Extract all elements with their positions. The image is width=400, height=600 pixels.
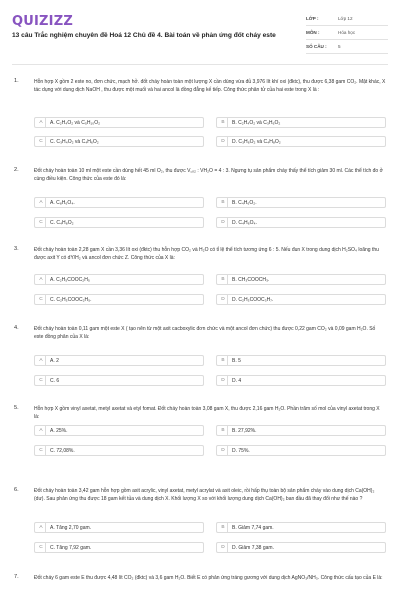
option-text: B. C₂H₄O₂ và C₃H₆O₂ [232, 119, 281, 126]
meta-value: Hóa học [338, 30, 356, 35]
option-text: D. Giảm 7,38 gam. [232, 544, 274, 551]
option-letter: C [37, 295, 46, 304]
option-letter: D [219, 543, 228, 552]
option-letter: D [219, 295, 228, 304]
option-letter: A [37, 198, 46, 207]
question-text: Đốt cháy hoàn toàn 3,42 gam hỗn hợp gồm axit acrylic, vinyl axetat, metyl acrylat và axit oleic, rồi hấp thụ toàn bộ sản phẩm cháy vào dung dịch Ca(OH)₂ (dư). Sau phản ứng thu được 18 gam kết tủa và dung dịch X. Khối lượng X so với khối lượng dung dịch Ca(OH)₂ ban đầu đã thay đổi như thế nào ? [34, 488, 375, 503]
option-b[interactable] [216, 425, 386, 436]
option-text: C. C₂H₃COOC₂H₅. [50, 296, 92, 303]
option-letter: A [37, 118, 46, 127]
quizizz-logo: QUIZIZZ [12, 14, 73, 29]
option-c[interactable] [34, 445, 204, 456]
option-a[interactable] [34, 117, 204, 128]
option-text: B. 27,92%. [232, 427, 257, 434]
option-d[interactable] [216, 294, 386, 305]
option-text: A. 25%. [50, 427, 68, 434]
option-letter: D [219, 218, 228, 227]
meta-row-subject [306, 26, 388, 40]
question-number: 2. [14, 167, 19, 173]
question-number: 4. [14, 325, 19, 331]
option-letter: A [37, 275, 46, 284]
option-a[interactable] [34, 425, 204, 436]
option-d[interactable] [216, 542, 386, 553]
option-letter: B [219, 275, 228, 284]
option-b[interactable] [216, 117, 386, 128]
question-number: 1. [14, 78, 19, 84]
option-a[interactable] [34, 355, 204, 366]
option-letter: B [219, 523, 228, 532]
header-divider [12, 64, 388, 65]
option-text: A. 2 [50, 357, 59, 364]
document-header [0, 0, 400, 60]
meta-label: SỐ CÂU : [306, 44, 327, 49]
option-letter: A [37, 426, 46, 435]
option-text: B. CH₃COOCH₃. [232, 276, 270, 283]
meta-label: MÔN : [306, 30, 320, 35]
option-c[interactable] [34, 375, 204, 386]
option-text: C. C₃H₄O₂ và C₄H₆O₂ [50, 138, 99, 145]
option-letter: A [37, 356, 46, 365]
option-c[interactable] [34, 542, 204, 553]
option-letter: B [219, 426, 228, 435]
document-title: 13 câu Trắc nghiệm chuyên đề Hoá 12 Chủ đề 4. Bài toán về phản ứng đốt cháy este [12, 32, 276, 39]
option-letter: C [37, 137, 46, 146]
option-b[interactable] [216, 355, 386, 366]
option-text: A. C₈H₆O₄. [50, 199, 75, 206]
option-d[interactable] [216, 445, 386, 456]
option-a[interactable] [34, 522, 204, 533]
option-text: D. 4 [232, 377, 242, 384]
question-text: Đốt cháy 6 gam este E thu được 4,48 lít CO₂ (đktc) và 3,6 gam H₂O. Biết E có phản ứng tráng gương với dung dịch AgNO₃/NH₃. Công thức cấu tạo của E là: [34, 575, 383, 581]
option-letter: B [219, 198, 228, 207]
option-text: D. C₂H₃COOC₃H₇. [232, 296, 274, 303]
option-letter: D [219, 137, 228, 146]
question-number: 7. [14, 574, 19, 580]
meta-row-class [306, 12, 388, 26]
option-letter: B [219, 356, 228, 365]
question-text: Hỗn hợp X gồm 2 este no, đơn chức, mạch hở. đốt cháy hoàn toàn một lượng X cần dùng vừa đủ 3,976 lít khí oxi (đktc), thu được 6,38 gam CO₂. Mặt khác, X tác dụng với dung dịch NaOH , thu được một muối và hai ancol là đồng đẳng kế tiếp. Công thức phân tử của hai este trong X là : [34, 79, 386, 94]
question-number: 6. [14, 487, 19, 493]
option-letter: C [37, 446, 46, 455]
option-c[interactable] [34, 217, 204, 228]
meta-value: Lớp 12 [338, 16, 353, 21]
option-text: A. C₂H₄O₂ và C₅H₁₀O₂ [50, 119, 101, 126]
option-text: A. C₂H₅COOC₂H₅ [50, 276, 90, 283]
option-letter: B [219, 118, 228, 127]
option-d[interactable] [216, 136, 386, 147]
meta-label: LỚP : [306, 16, 319, 21]
option-d[interactable] [216, 217, 386, 228]
option-text: C. Tăng 7,92 gam. [50, 544, 92, 551]
meta-row-count [306, 40, 388, 54]
option-text: B. Giảm 7,74 gam. [232, 524, 274, 531]
option-text: C. 6 [50, 377, 60, 384]
question-text: Hỗn hợp X gồm vinyl axetat, metyl axetat và etyl fomat. Đốt cháy hoàn toàn 3,08 gam X, thu được 2,16 gam H₂O. Phần trăm số mol của vinyl axetat trong X là: [34, 406, 380, 421]
option-letter: D [219, 446, 228, 455]
option-a[interactable] [34, 197, 204, 208]
option-b[interactable] [216, 522, 386, 533]
option-b[interactable] [216, 274, 386, 285]
option-text: C. 72,08%. [50, 447, 75, 454]
option-letter: A [37, 523, 46, 532]
meta-value: 5 [338, 44, 341, 49]
option-text: B. C₄H₆O₂. [232, 199, 257, 206]
option-text: B. 5 [232, 357, 241, 364]
option-text: D. C₄H₆O₄. [232, 219, 257, 226]
option-b[interactable] [216, 197, 386, 208]
question-text: Đốt cháy hoàn toàn 10 ml một este cần dùng hết 45 ml O₂, thu được V꜀ₒ₂ : VH₂O = 4 : 3. Ngưng tụ sản phẩm cháy thấy thể tích giảm 30 ml. Các thể tích đo ở cùng điều kiện. Công thức của este đó là: [34, 168, 383, 183]
option-a[interactable] [34, 274, 204, 285]
option-text: D. C₃H₆O₂ và C₄H₈O₂ [232, 138, 281, 145]
option-c[interactable] [34, 294, 204, 305]
question-number: 5. [14, 405, 19, 411]
option-letter: C [37, 218, 46, 227]
option-letter: C [37, 376, 46, 385]
question-text: Đốt cháy hoàn toàn 2,28 gam X cần 3,36 lít oxi (đktc) thu hỗn hợp CO₂ và H₂O có tỉ lệ thể tích tương ứng 6 : 5. Nếu đun X trong dung dịch H₂SO₄ loãng thu được axit Y có dY/H₂ và ancol đơn chức Z. Công thức của X là: [34, 247, 379, 262]
option-text: A. Tăng 2,70 gam. [50, 524, 92, 531]
option-c[interactable] [34, 136, 204, 147]
option-text: C. C₄H₈O₂ [50, 219, 74, 226]
option-d[interactable] [216, 375, 386, 386]
meta-table [306, 12, 388, 54]
option-letter: C [37, 543, 46, 552]
question-text: Đốt cháy hoàn toàn 0,11 gam một este X ( tạo nên từ một axit cacboxylic đơn chức và một ancol đơn chức) thu được 0,22 gam CO₂ và 0,09 gam H₂O. Số este đồng phân của X là: [34, 326, 376, 341]
question-number: 3. [14, 246, 19, 252]
option-text: D. 75%. [232, 447, 250, 454]
option-letter: D [219, 376, 228, 385]
